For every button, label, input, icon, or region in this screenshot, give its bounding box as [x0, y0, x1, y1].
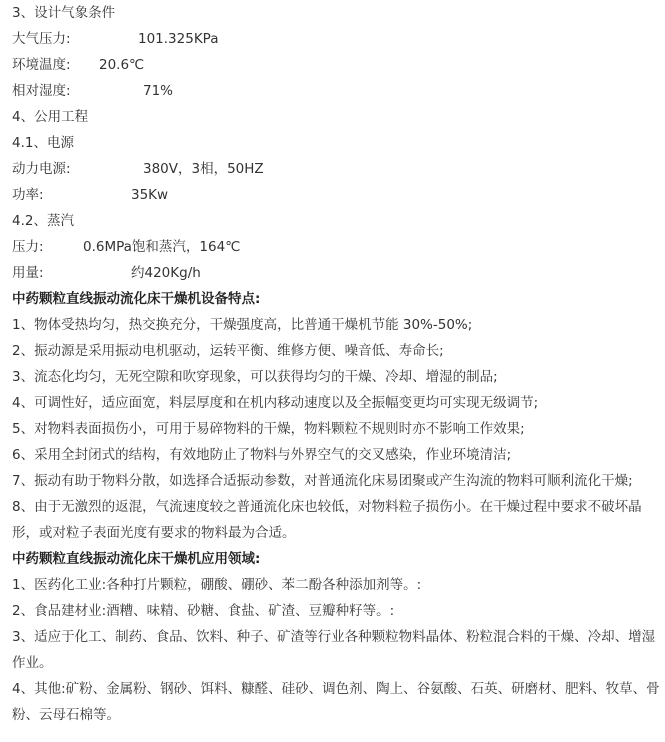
feature-item: 5、对物料表面损伤小，可用于易碎物料的干燥，物料颗粒不规则时亦不影响工作效果;: [12, 421, 525, 437]
relative-humidity-value: 71%: [143, 83, 174, 99]
feature-item: 4、可调性好，适应面宽，料层厚度和在机内移动速度以及全振幅变更均可实现无级调节;: [12, 395, 539, 411]
power-rating-label: 功率:: [12, 187, 44, 203]
atmospheric-pressure-row: [12, 26, 660, 52]
feature-item: 1、物体受热均匀，热交换充分，干燥强度高，比普通干燥机节能 30%-50%;: [12, 317, 473, 333]
section-4-title: 4、公用工程: [12, 109, 89, 125]
steam-pressure-row: [12, 234, 660, 260]
ambient-temperature-row: [12, 52, 660, 78]
power-rating-row: [12, 182, 660, 208]
features-heading: 中药颗粒直线振动流化床干燥机设备特点:: [12, 291, 261, 307]
ambient-temperature-label: 环境温度:: [12, 57, 71, 73]
application-item: 2、食品建材业:酒糟、味精、砂糖、食盐、矿渣、豆瓣种籽等。:: [12, 603, 395, 619]
steam-pressure-label: 压力:: [12, 239, 44, 255]
atmospheric-pressure-label: 大气压力:: [12, 31, 71, 47]
ambient-temperature-value: 20.6℃: [99, 57, 145, 73]
relative-humidity-row: [12, 78, 660, 104]
application-item: 1、医药化工业:各种打片颗粒，硼酸、硼砂、苯二酚各种添加剂等。:: [12, 577, 422, 593]
feature-item: 6、采用全封闭式的结构，有效地防止了物料与外界空气的交叉感染，作业环境清洁;: [12, 447, 512, 463]
steam-usage-row: [12, 260, 660, 286]
applications-heading: 中药颗粒直线振动流化床干燥机应用领域:: [12, 551, 261, 567]
feature-item: 8、由于无激烈的返混，气流速度较之普通流化床也较低，对物料粒子损伤小。在干燥过程中要求不破坏晶形，或对粒子表面光度有要求的物料最为合适。: [12, 499, 642, 541]
application-item: 4、其他:矿粉、金属粉、钢砂、饵料、糠醛、硅砂、调色剂、陶上、谷氨酸、石英、研磨材、肥料、牧草、骨粉、云母石棉等。: [12, 681, 660, 723]
section-4-1-title: 4.1、电源: [12, 135, 74, 151]
steam-usage-value: 约420Kg/h: [131, 265, 201, 281]
power-supply-label: 动力电源:: [12, 161, 71, 177]
power-supply-value: 380V，3相，50HZ: [143, 161, 264, 177]
application-item: 3、适应于化工、制药、食品、饮料、种子、矿渣等行业各种颗粒物料晶体、粉粒混合料的干燥、冷却、增湿作业。: [12, 629, 656, 671]
feature-item: 7、振动有助于物料分散，如选择合适振动参数，对普通流化床易团聚或产生沟流的物料可顺利流化干燥;: [12, 473, 633, 489]
section-3-title: 3、设计气象条件: [12, 5, 116, 21]
document-body: [12, 0, 660, 728]
relative-humidity-label: 相对湿度:: [12, 83, 71, 99]
steam-pressure-value: 0.6MPa饱和蒸汽，164℃: [83, 239, 241, 255]
power-rating-value: 35Kw: [131, 187, 169, 203]
section-4-2-title: 4.2、蒸汽: [12, 213, 74, 229]
feature-item: 2、振动源是采用振动电机驱动，运转平衡、维修方便、噪音低、寿命长;: [12, 343, 444, 359]
atmospheric-pressure-value: 101.325KPa: [138, 31, 219, 47]
feature-item: 3、流态化均匀，无死空隙和吹穿现象，可以获得均匀的干燥、冷却、增湿的制品;: [12, 369, 498, 385]
power-supply-row: [12, 156, 660, 182]
steam-usage-label: 用量:: [12, 265, 44, 281]
